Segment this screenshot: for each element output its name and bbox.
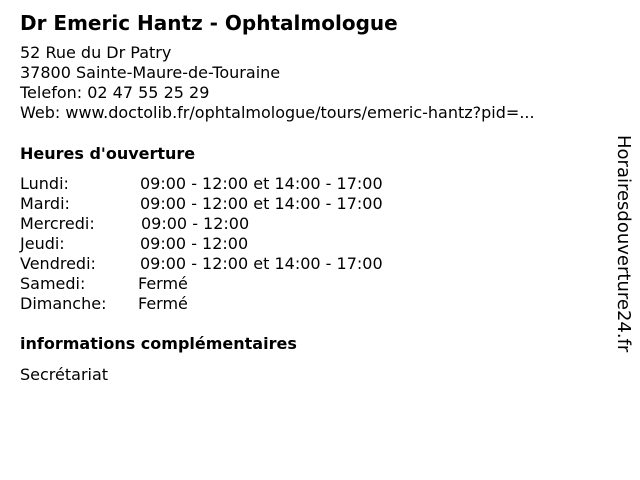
day-hours: Fermé — [138, 294, 188, 313]
day-hours: 09:00 - 12:00 — [141, 214, 250, 233]
day-label: Mercredi: — [20, 214, 95, 233]
day-hours: 09:00 - 12:00 et 14:00 - 17:00 — [140, 254, 383, 273]
web-line[interactable]: Web: www.doctolib.fr/ophtalmologue/tours/emeric-hantz?pid=... — [20, 103, 535, 122]
day-label: Vendredi: — [20, 254, 96, 273]
day-label: Lundi: — [20, 174, 69, 193]
day-label: Samedi: — [20, 274, 86, 293]
day-hours: 09:00 - 12:00 et 14:00 - 17:00 — [140, 194, 383, 213]
info-text: Secrétariat — [20, 365, 109, 384]
address-city: 37800 Sainte-Maure-de-Touraine — [20, 63, 281, 82]
day-label: Dimanche: — [20, 294, 107, 313]
hours-heading: Heures d'ouverture — [20, 144, 196, 163]
contact-block — [20, 43, 535, 123]
day-hours: 09:00 - 12:00 — [140, 234, 249, 253]
address-street: 52 Rue du Dr Patry — [20, 43, 172, 62]
day-hours: Fermé — [138, 274, 188, 293]
info-heading: informations complémentaires — [20, 334, 297, 353]
page-title: Dr Emeric Hantz - Ophtalmologue — [20, 11, 398, 35]
site-watermark[interactable]: Horairesdouverture24.fr — [613, 135, 634, 353]
phone-line[interactable]: Telefon: 02 47 55 25 29 — [20, 83, 210, 102]
day-label: Mardi: — [20, 194, 70, 213]
day-label: Jeudi: — [20, 234, 65, 253]
day-hours: 09:00 - 12:00 et 14:00 - 17:00 — [140, 174, 383, 193]
